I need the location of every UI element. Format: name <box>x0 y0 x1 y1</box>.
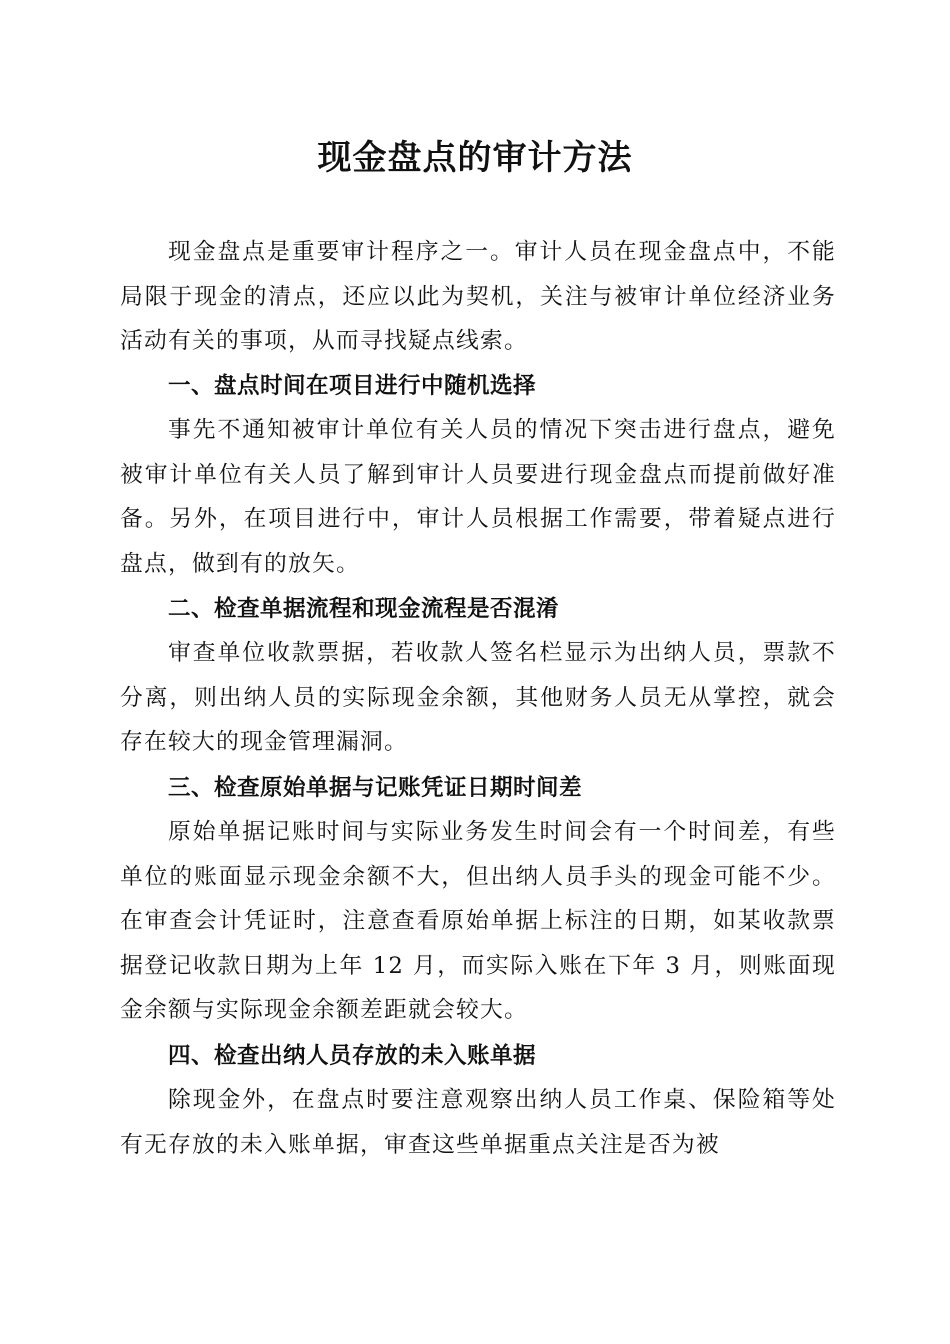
section-paragraph-4: 除现金外，在盘点时要注意观察出纳人员工作桌、保险箱等处有无存放的未入账单据，审查这些单据重点关注是否为被 <box>120 1087 836 1158</box>
section-paragraph-2: 审查单位收款票据，若收款人签名栏显示为出纳人员，票款不分离，则出纳人员的实际现金余额，其他财务人员无从掌控，就会存在较大的现金管理漏洞。 <box>120 640 836 756</box>
section-paragraph-1: 事先不通知被审计单位有关人员的情况下突击进行盘点，避免被审计单位有关人员了解到审计人员要进行现金盘点而提前做好准备。另外，在项目进行中，审计人员根据工作需要，带着疑点进行盘点，做到有的放矢。 <box>120 417 836 577</box>
intro-paragraph: 现金盘点是重要审计程序之一。审计人员在现金盘点中，不能局限于现金的清点，还应以此为契机，关注与被审计单位经济业务活动有关的事项，从而寻找疑点线索。 <box>120 239 836 355</box>
page-title: 现金盘点的审计方法 <box>317 138 633 178</box>
section-paragraph-3: 原始单据记账时间与实际业务发生时间会有一个时间差，有些单位的账面显示现金余额不大，但出纳人员手头的现金可能不少。在审查会计凭证时，注意查看原始单据上标注的日期，如某收款票据登记收款日期为上年 12 月，而实际入账在下年 3 月，则账面现金余额与实际现金余额差距就会较大。 <box>120 819 836 1024</box>
section-heading-2: 二、检查单据流程和现金流程是否混淆 <box>168 596 560 622</box>
section-heading-4: 四、检查出纳人员存放的未入账单据 <box>168 1043 537 1069</box>
section-heading-1: 一、盘点时间在项目进行中随机选择 <box>168 373 537 399</box>
section-heading-3: 三、检查原始单据与记账凭证日期时间差 <box>168 775 583 801</box>
